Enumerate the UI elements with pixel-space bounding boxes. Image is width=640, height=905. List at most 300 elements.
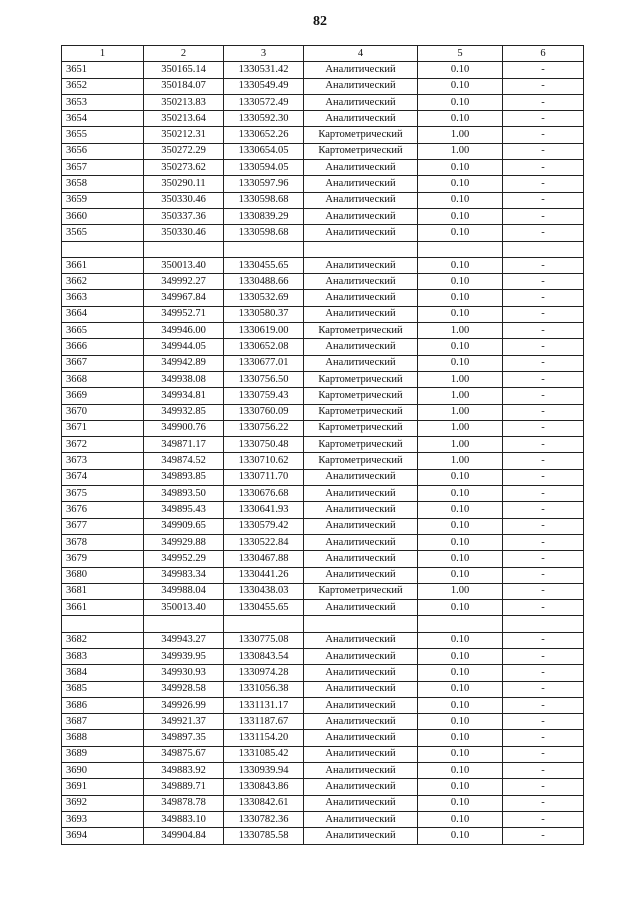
y-coordinate-cell: 1330843.86 (224, 779, 304, 795)
point-number-cell: 3681 (62, 583, 144, 599)
x-coordinate-cell: 349893.85 (144, 469, 224, 485)
method-cell: Аналитический (304, 518, 418, 534)
note-cell: - (503, 306, 584, 322)
x-coordinate-cell: 349952.29 (144, 551, 224, 567)
accuracy-cell: 0.10 (418, 160, 503, 176)
x-coordinate-cell: 349926.99 (144, 697, 224, 713)
note-cell: - (503, 746, 584, 762)
table-row (62, 746, 584, 762)
table-row (62, 469, 584, 485)
accuracy-cell: 0.10 (418, 828, 503, 844)
accuracy-cell: 0.10 (418, 632, 503, 648)
y-coordinate-cell: 1330619.00 (224, 323, 304, 339)
method-cell: Аналитический (304, 632, 418, 648)
point-number-cell: 3683 (62, 648, 144, 664)
x-coordinate-cell: 350330.46 (144, 225, 224, 241)
point-number-cell: 3656 (62, 143, 144, 159)
accuracy-cell: 0.10 (418, 257, 503, 273)
note-cell: - (503, 486, 584, 502)
y-coordinate-cell: 1330597.96 (224, 176, 304, 192)
note-cell: - (503, 502, 584, 518)
method-cell: Картометрический (304, 127, 418, 143)
accuracy-cell: 0.10 (418, 714, 503, 730)
method-cell: Картометрический (304, 371, 418, 387)
table-row (62, 763, 584, 779)
y-coordinate-cell: 1330488.66 (224, 274, 304, 290)
note-cell: - (503, 697, 584, 713)
method-cell: Аналитический (304, 746, 418, 762)
method-cell: Аналитический (304, 763, 418, 779)
accuracy-cell (418, 241, 503, 257)
method-cell: Аналитический (304, 648, 418, 664)
note-cell: - (503, 795, 584, 811)
x-coordinate-cell: 350013.40 (144, 600, 224, 616)
accuracy-cell: 0.10 (418, 94, 503, 110)
method-cell: Картометрический (304, 420, 418, 436)
accuracy-cell: 0.10 (418, 355, 503, 371)
method-cell: Аналитический (304, 600, 418, 616)
point-number-cell: 3692 (62, 795, 144, 811)
table-row (62, 111, 584, 127)
y-coordinate-cell: 1330760.09 (224, 404, 304, 420)
accuracy-cell: 0.10 (418, 600, 503, 616)
table-row (62, 94, 584, 110)
point-number-cell: 3667 (62, 355, 144, 371)
x-coordinate-cell: 349944.05 (144, 339, 224, 355)
method-cell: Аналитический (304, 486, 418, 502)
y-coordinate-cell: 1331187.67 (224, 714, 304, 730)
accuracy-cell: 0.10 (418, 111, 503, 127)
method-cell: Аналитический (304, 534, 418, 550)
x-coordinate-cell (144, 241, 224, 257)
y-coordinate-cell: 1330531.42 (224, 62, 304, 78)
table-row (62, 420, 584, 436)
accuracy-cell: 1.00 (418, 453, 503, 469)
method-cell: Аналитический (304, 306, 418, 322)
point-number-cell: 3664 (62, 306, 144, 322)
table-row (62, 127, 584, 143)
y-coordinate-cell: 1331131.17 (224, 697, 304, 713)
note-cell: - (503, 404, 584, 420)
y-coordinate-cell: 1330775.08 (224, 632, 304, 648)
column-header: 5 (418, 46, 503, 62)
table-row (62, 486, 584, 502)
table-row (62, 176, 584, 192)
method-cell: Аналитический (304, 290, 418, 306)
table-row (62, 453, 584, 469)
x-coordinate-cell: 349988.04 (144, 583, 224, 599)
accuracy-cell: 1.00 (418, 143, 503, 159)
accuracy-cell: 0.10 (418, 730, 503, 746)
point-number-cell: 3676 (62, 502, 144, 518)
accuracy-cell: 0.10 (418, 486, 503, 502)
point-number-cell: 3675 (62, 486, 144, 502)
table-row (62, 681, 584, 697)
accuracy-cell: 0.10 (418, 339, 503, 355)
y-coordinate-cell: 1330580.37 (224, 306, 304, 322)
method-cell: Картометрический (304, 437, 418, 453)
note-cell: - (503, 225, 584, 241)
point-number-cell: 3685 (62, 681, 144, 697)
x-coordinate-cell: 349967.84 (144, 290, 224, 306)
note-cell: - (503, 371, 584, 387)
y-coordinate-cell: 1330549.49 (224, 78, 304, 94)
accuracy-cell: 1.00 (418, 437, 503, 453)
accuracy-cell: 0.10 (418, 697, 503, 713)
y-coordinate-cell: 1330572.49 (224, 94, 304, 110)
point-number-cell: 3657 (62, 160, 144, 176)
note-cell: - (503, 632, 584, 648)
table-row (62, 306, 584, 322)
note-cell: - (503, 600, 584, 616)
table-row (62, 697, 584, 713)
point-number-cell: 3693 (62, 811, 144, 827)
note-cell: - (503, 534, 584, 550)
accuracy-cell: 0.10 (418, 763, 503, 779)
note-cell: - (503, 111, 584, 127)
accuracy-cell: 1.00 (418, 388, 503, 404)
y-coordinate-cell: 1330843.54 (224, 648, 304, 664)
table-row (62, 779, 584, 795)
table-row (62, 583, 584, 599)
note-cell (503, 241, 584, 257)
y-coordinate-cell: 1330676.68 (224, 486, 304, 502)
method-cell: Аналитический (304, 551, 418, 567)
note-cell: - (503, 779, 584, 795)
table-row (62, 257, 584, 273)
table-row (62, 632, 584, 648)
table-row (62, 730, 584, 746)
page-number: 82 (313, 14, 327, 29)
accuracy-cell: 0.10 (418, 469, 503, 485)
table-row (62, 795, 584, 811)
note-cell: - (503, 257, 584, 273)
x-coordinate-cell: 350013.40 (144, 257, 224, 273)
y-coordinate-cell: 1330839.29 (224, 208, 304, 224)
method-cell: Аналитический (304, 665, 418, 681)
point-number-cell: 3689 (62, 746, 144, 762)
accuracy-cell: 0.10 (418, 779, 503, 795)
coordinates-table (61, 45, 584, 845)
x-coordinate-cell: 349871.17 (144, 437, 224, 453)
method-cell: Аналитический (304, 567, 418, 583)
y-coordinate-cell: 1330592.30 (224, 111, 304, 127)
table-row (62, 274, 584, 290)
y-coordinate-cell: 1331056.38 (224, 681, 304, 697)
note-cell: - (503, 355, 584, 371)
table-row (62, 208, 584, 224)
y-coordinate-cell: 1330441.26 (224, 567, 304, 583)
method-cell (304, 616, 418, 632)
point-number-cell: 3654 (62, 111, 144, 127)
point-number-cell: 3688 (62, 730, 144, 746)
y-coordinate-cell: 1330652.08 (224, 339, 304, 355)
method-cell: Картометрический (304, 404, 418, 420)
accuracy-cell: 0.10 (418, 306, 503, 322)
y-coordinate-cell: 1330782.36 (224, 811, 304, 827)
point-number-cell: 3655 (62, 127, 144, 143)
method-cell: Картометрический (304, 143, 418, 159)
table-row (62, 404, 584, 420)
x-coordinate-cell: 349889.71 (144, 779, 224, 795)
y-coordinate-cell: 1330594.05 (224, 160, 304, 176)
method-cell: Аналитический (304, 681, 418, 697)
method-cell: Аналитический (304, 274, 418, 290)
point-number-cell: 3672 (62, 437, 144, 453)
y-coordinate-cell: 1330467.88 (224, 551, 304, 567)
method-cell: Аналитический (304, 714, 418, 730)
y-coordinate-cell: 1330974.28 (224, 665, 304, 681)
point-number-cell: 3682 (62, 632, 144, 648)
x-coordinate-cell: 350213.64 (144, 111, 224, 127)
point-number-cell: 3658 (62, 176, 144, 192)
table-row (62, 371, 584, 387)
method-cell: Аналитический (304, 160, 418, 176)
y-coordinate-cell: 1330939.94 (224, 763, 304, 779)
note-cell: - (503, 143, 584, 159)
point-number-cell: 3678 (62, 534, 144, 550)
table-row (62, 388, 584, 404)
accuracy-cell: 0.10 (418, 534, 503, 550)
x-coordinate-cell: 350213.83 (144, 94, 224, 110)
y-coordinate-cell: 1330522.84 (224, 534, 304, 550)
accuracy-cell: 1.00 (418, 323, 503, 339)
accuracy-cell: 0.10 (418, 648, 503, 664)
point-number-cell: 3680 (62, 567, 144, 583)
accuracy-cell: 0.10 (418, 795, 503, 811)
table-row (62, 714, 584, 730)
y-coordinate-cell: 1330710.62 (224, 453, 304, 469)
x-coordinate-cell: 349883.10 (144, 811, 224, 827)
method-cell: Аналитический (304, 697, 418, 713)
x-coordinate-cell: 349904.84 (144, 828, 224, 844)
note-cell: - (503, 453, 584, 469)
point-number-cell: 3663 (62, 290, 144, 306)
x-coordinate-cell: 349939.95 (144, 648, 224, 664)
point-number-cell: 3659 (62, 192, 144, 208)
note-cell: - (503, 192, 584, 208)
note-cell: - (503, 388, 584, 404)
y-coordinate-cell: 1331154.20 (224, 730, 304, 746)
accuracy-cell: 1.00 (418, 127, 503, 143)
method-cell: Аналитический (304, 811, 418, 827)
accuracy-cell: 0.10 (418, 62, 503, 78)
x-coordinate-cell: 349875.67 (144, 746, 224, 762)
table-row (62, 78, 584, 94)
method-cell: Аналитический (304, 78, 418, 94)
table-row (62, 143, 584, 159)
x-coordinate-cell: 349946.00 (144, 323, 224, 339)
accuracy-cell: 0.10 (418, 225, 503, 241)
column-header: 3 (224, 46, 304, 62)
note-cell: - (503, 811, 584, 827)
method-cell: Аналитический (304, 795, 418, 811)
x-coordinate-cell: 349952.71 (144, 306, 224, 322)
note-cell: - (503, 730, 584, 746)
note-cell: - (503, 583, 584, 599)
accuracy-cell: 1.00 (418, 404, 503, 420)
note-cell: - (503, 274, 584, 290)
table-row (62, 567, 584, 583)
y-coordinate-cell: 1330842.61 (224, 795, 304, 811)
x-coordinate-cell: 349895.43 (144, 502, 224, 518)
accuracy-cell (418, 616, 503, 632)
y-coordinate-cell: 1330756.50 (224, 371, 304, 387)
accuracy-cell: 1.00 (418, 583, 503, 599)
point-number-cell: 3679 (62, 551, 144, 567)
point-number-cell: 3651 (62, 62, 144, 78)
point-number-cell: 3661 (62, 600, 144, 616)
accuracy-cell: 1.00 (418, 420, 503, 436)
column-header: 6 (503, 46, 584, 62)
table-row (62, 534, 584, 550)
note-cell: - (503, 339, 584, 355)
point-number-cell: 3690 (62, 763, 144, 779)
note-cell: - (503, 290, 584, 306)
point-number-cell: 3670 (62, 404, 144, 420)
y-coordinate-cell: 1330711.70 (224, 469, 304, 485)
x-coordinate-cell: 349938.08 (144, 371, 224, 387)
y-coordinate-cell: 1330641.93 (224, 502, 304, 518)
method-cell: Картометрический (304, 323, 418, 339)
point-number-cell: 3687 (62, 714, 144, 730)
method-cell: Аналитический (304, 730, 418, 746)
note-cell: - (503, 208, 584, 224)
point-number-cell: 3691 (62, 779, 144, 795)
method-cell: Аналитический (304, 257, 418, 273)
point-number-cell: 3671 (62, 420, 144, 436)
note-cell: - (503, 714, 584, 730)
y-coordinate-cell: 1330438.03 (224, 583, 304, 599)
accuracy-cell: 0.10 (418, 502, 503, 518)
accuracy-cell: 0.10 (418, 665, 503, 681)
note-cell: - (503, 94, 584, 110)
point-number-cell (62, 241, 144, 257)
table-row (62, 828, 584, 844)
accuracy-cell: 0.10 (418, 290, 503, 306)
point-number-cell: 3665 (62, 323, 144, 339)
x-coordinate-cell: 350273.62 (144, 160, 224, 176)
y-coordinate-cell: 1330455.65 (224, 600, 304, 616)
table-row (62, 160, 584, 176)
y-coordinate-cell (224, 616, 304, 632)
y-coordinate-cell: 1330750.48 (224, 437, 304, 453)
point-number-cell: 3652 (62, 78, 144, 94)
column-header: 1 (62, 46, 144, 62)
y-coordinate-cell: 1330785.58 (224, 828, 304, 844)
method-cell: Аналитический (304, 339, 418, 355)
y-coordinate-cell: 1330455.65 (224, 257, 304, 273)
accuracy-cell: 0.10 (418, 274, 503, 290)
table-row (62, 355, 584, 371)
y-coordinate-cell: 1331085.42 (224, 746, 304, 762)
y-coordinate-cell: 1330579.42 (224, 518, 304, 534)
x-coordinate-cell: 349921.37 (144, 714, 224, 730)
y-coordinate-cell (224, 241, 304, 257)
point-number-cell: 3686 (62, 697, 144, 713)
accuracy-cell: 0.10 (418, 208, 503, 224)
method-cell: Аналитический (304, 176, 418, 192)
y-coordinate-cell: 1330756.22 (224, 420, 304, 436)
y-coordinate-cell: 1330759.43 (224, 388, 304, 404)
accuracy-cell: 0.10 (418, 192, 503, 208)
note-cell: - (503, 763, 584, 779)
separator-row (62, 241, 584, 257)
accuracy-cell: 0.10 (418, 811, 503, 827)
table-row (62, 323, 584, 339)
note-cell (503, 616, 584, 632)
x-coordinate-cell: 349909.65 (144, 518, 224, 534)
method-cell: Аналитический (304, 111, 418, 127)
column-header: 2 (144, 46, 224, 62)
x-coordinate-cell: 349897.35 (144, 730, 224, 746)
table-body (62, 62, 584, 844)
note-cell: - (503, 160, 584, 176)
separator-row (62, 616, 584, 632)
point-number-cell: 3565 (62, 225, 144, 241)
accuracy-cell: 0.10 (418, 176, 503, 192)
point-number-cell: 3660 (62, 208, 144, 224)
table-row (62, 600, 584, 616)
note-cell: - (503, 469, 584, 485)
x-coordinate-cell: 350212.31 (144, 127, 224, 143)
column-header: 4 (304, 46, 418, 62)
y-coordinate-cell: 1330532.69 (224, 290, 304, 306)
point-number-cell: 3666 (62, 339, 144, 355)
note-cell: - (503, 648, 584, 664)
x-coordinate-cell (144, 616, 224, 632)
accuracy-cell: 0.10 (418, 551, 503, 567)
point-number-cell: 3694 (62, 828, 144, 844)
point-number-cell: 3674 (62, 469, 144, 485)
table-row (62, 502, 584, 518)
note-cell: - (503, 78, 584, 94)
table-row (62, 648, 584, 664)
table-row (62, 437, 584, 453)
method-cell: Аналитический (304, 355, 418, 371)
x-coordinate-cell: 350184.07 (144, 78, 224, 94)
table-row (62, 290, 584, 306)
x-coordinate-cell: 349930.93 (144, 665, 224, 681)
method-cell: Аналитический (304, 779, 418, 795)
x-coordinate-cell: 349900.76 (144, 420, 224, 436)
point-number-cell: 3673 (62, 453, 144, 469)
note-cell: - (503, 62, 584, 78)
note-cell: - (503, 551, 584, 567)
x-coordinate-cell: 349883.92 (144, 763, 224, 779)
y-coordinate-cell: 1330652.26 (224, 127, 304, 143)
x-coordinate-cell: 350272.29 (144, 143, 224, 159)
point-number-cell: 3684 (62, 665, 144, 681)
note-cell: - (503, 567, 584, 583)
accuracy-cell: 0.10 (418, 518, 503, 534)
method-cell: Картометрический (304, 388, 418, 404)
table-row (62, 518, 584, 534)
method-cell: Аналитический (304, 225, 418, 241)
x-coordinate-cell: 349983.34 (144, 567, 224, 583)
table-row (62, 551, 584, 567)
y-coordinate-cell: 1330677.01 (224, 355, 304, 371)
x-coordinate-cell: 349929.88 (144, 534, 224, 550)
table-row (62, 665, 584, 681)
point-number-cell: 3668 (62, 371, 144, 387)
y-coordinate-cell: 1330654.05 (224, 143, 304, 159)
table-row (62, 339, 584, 355)
accuracy-cell: 0.10 (418, 746, 503, 762)
point-number-cell: 3669 (62, 388, 144, 404)
x-coordinate-cell: 350290.11 (144, 176, 224, 192)
table-row (62, 225, 584, 241)
